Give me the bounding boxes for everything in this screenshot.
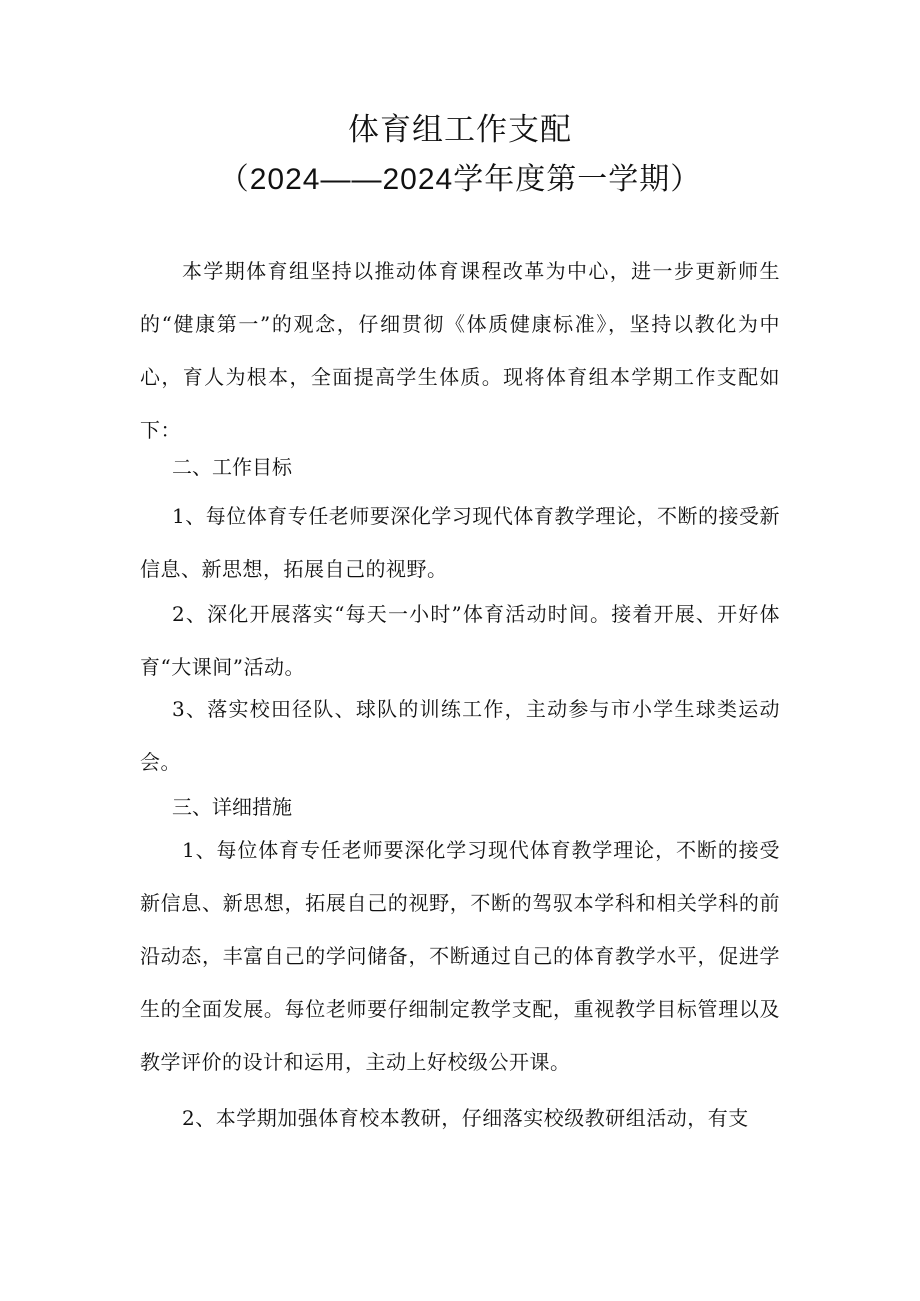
section-heading-measures: 三、详细措施 [172, 795, 292, 819]
goal-item: 2、深化开展落实“每天一小时”体育活动时间。接着开展、开好体育“大课间”活动。 [140, 602, 780, 679]
intro-paragraph: 本学期体育组坚持以推动体育课程改革为中心，进一步更新师生的“健康第一”的观念，仔细贯彻《体质健康标准》，坚持以教化为中心，育人为根本，全面提高学生体质。现将体育组本学期工作支配如下： [140, 259, 780, 442]
document-subtitle: （2024——2024学年度第一学期） [218, 163, 702, 196]
goal-item: 3、落实校田径队、球队的训练工作，主动参与市小学生球类运动会。 [140, 697, 780, 774]
section-heading-goals: 二、工作目标 [172, 455, 292, 479]
document-title: 体育组工作支配 [348, 112, 572, 148]
measure-item: 1、每位体育专任老师要深化学习现代体育教学理论，不断的接受新信息、新思想，拓展自己的视野，不断的驾驭本学科和相关学科的前沿动态，丰富自己的学问储备，不断通过自己的体育教学水平，促进学生的全面发展。每位老师要仔细制定教学支配，重视教学目标管理以及教学评价的设计和运用，主动上好校级公开课。 [140, 838, 780, 1074]
goal-item: 1、每位体育专任老师要深化学习现代体育教学理论，不断的接受新信息、新思想，拓展自己的视野。 [140, 504, 780, 581]
measure-item: 2、本学期加强体育校本教研，仔细落实校级教研组活动，有支 [182, 1106, 749, 1130]
